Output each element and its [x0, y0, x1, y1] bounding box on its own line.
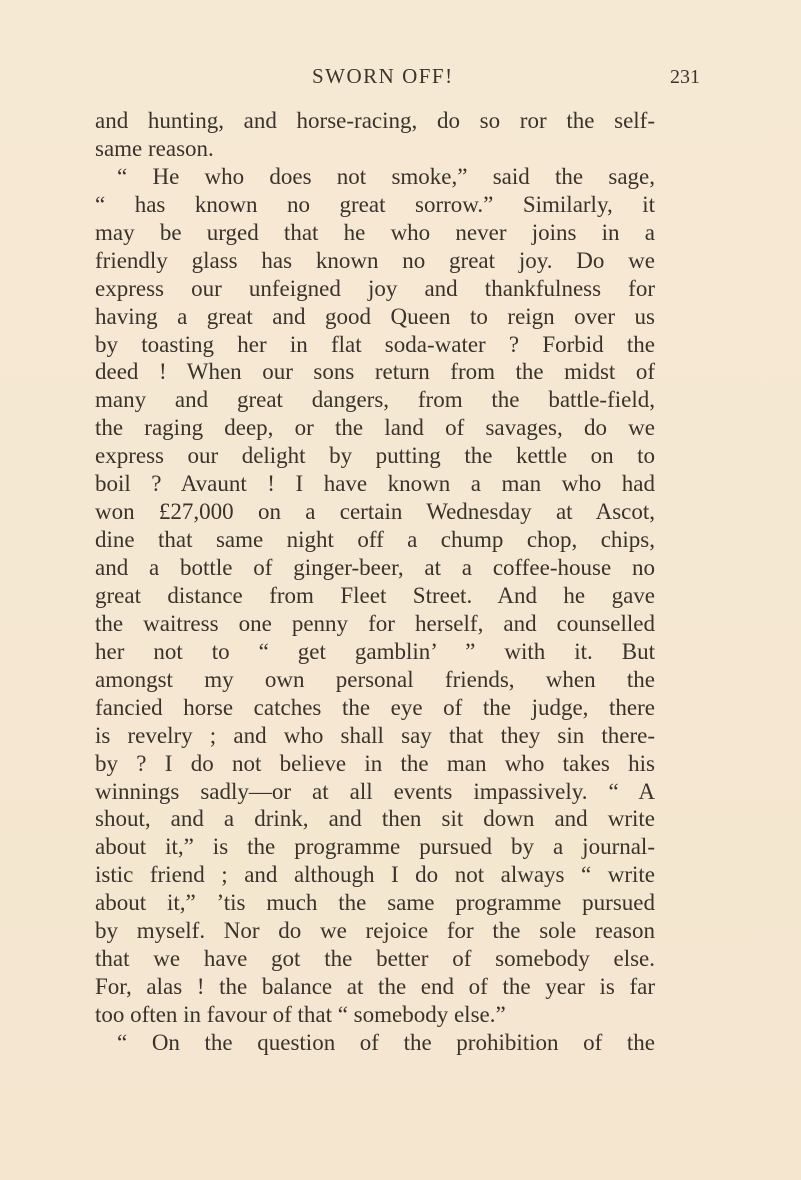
text-line: “ On the question of the prohibition of the [117, 1029, 655, 1055]
text-line: having a great and good Queen to reign over us [95, 303, 655, 329]
text-line: great distance from Fleet Street. And he gave [95, 582, 655, 608]
running-title: SWORN OFF! [312, 64, 454, 88]
text-line: about it,” ’tis much the same programme pursued [95, 890, 655, 916]
text-line: express our unfeigned joy and thankfulness for [95, 275, 655, 301]
text-line: won £27,000 on a certain Wednesday at Ascot, [95, 499, 655, 525]
text-line: “ He who does not smoke,” said the sage, [117, 163, 655, 189]
text-line: is revelry ; and who shall say that they sin there- [95, 722, 655, 748]
text-line: express our delight by putting the kettle on to [95, 443, 655, 469]
text-line: dine that same night off a chump chop, chips, [95, 527, 655, 553]
text-line: friendly glass has known no great joy. Do we [95, 247, 655, 273]
text-line: by myself. Nor do we rejoice for the sole reason [95, 918, 655, 944]
text-line: “ has known no great sorrow.” Similarly, it [95, 191, 655, 217]
text-line: For, alas ! the balance at the end of the year is far [95, 974, 655, 1000]
text-line: amongst my own personal friends, when the [95, 666, 655, 692]
text-line: may be urged that he who never joins in a [95, 219, 655, 245]
text-line: same reason. [95, 135, 214, 161]
text-line: shout, and a drink, and then sit down and write [95, 806, 655, 832]
text-line: the waitress one penny for herself, and counselled [95, 610, 655, 636]
text-line: the raging deep, or the land of savages, do we [95, 415, 655, 441]
text-line: fancied horse catches the eye of the judge, there [95, 694, 655, 720]
text-line: too often in favour of that “ somebody else.” [95, 1002, 506, 1027]
text-line: that we have got the better of somebody else. [95, 946, 655, 972]
text-line: by toasting her in flat soda-water ? Forbid the [95, 331, 655, 357]
text-line: boil ? Avaunt ! I have known a man who had [95, 471, 655, 497]
text-line: by ? I do not believe in the man who takes his [95, 750, 655, 776]
text-line: her not to “ get gamblin’ ” with it. But [95, 638, 655, 664]
text-line: deed ! When our sons return from the midst of [95, 359, 655, 385]
text-line: many and great dangers, from the battle-field, [95, 387, 655, 413]
text-line: and hunting, and horse-racing, do so ror the self- [95, 108, 655, 133]
body-text [95, 107, 655, 1057]
text-line: and a bottle of ginger-beer, at a coffee-house no [95, 555, 655, 580]
text-line: istic friend ; and although I do not always “ write [95, 862, 655, 888]
text-line: winnings sadly—or at all events impassively. “ A [95, 778, 655, 804]
page-number: 231 [670, 66, 700, 88]
text-line: about it,” is the programme pursued by a journal- [95, 834, 655, 860]
